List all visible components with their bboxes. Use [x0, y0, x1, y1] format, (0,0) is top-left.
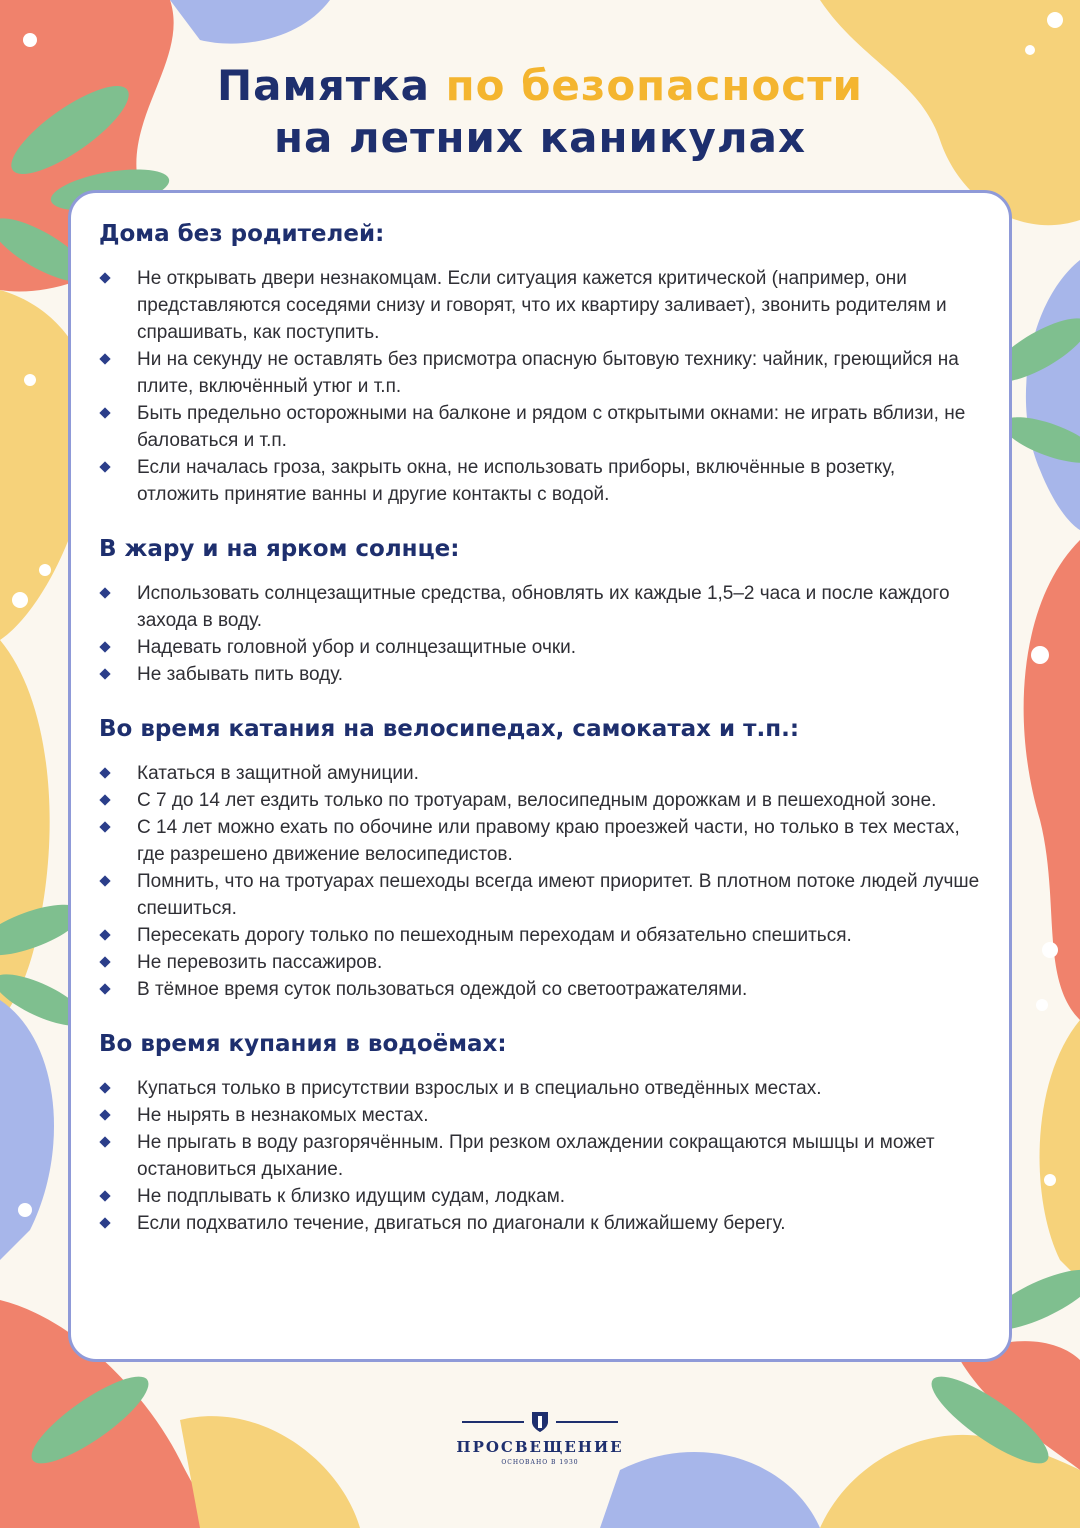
logo-tagline: ОСНОВАНО В 1930	[501, 1459, 579, 1466]
logo-name: ПРОСВЕЩЕНИЕ	[456, 1438, 624, 1456]
list-item	[99, 1075, 981, 1102]
content-card	[68, 190, 1012, 1362]
bullet-diamond-icon	[99, 1109, 110, 1120]
section	[99, 219, 981, 508]
list-item-text: Использовать солнцезащитные средства, обновлять их каждые 1,5–2 часа и после каждого захода в воду.	[137, 583, 950, 631]
list-item-text: Не открывать двери незнакомцам. Если ситуация кажется критической (например, они представляются соседями снизу и говорят, что их квартиру заливает), звонить родителям и спрашивать, как поступить.	[137, 268, 947, 343]
list-item	[99, 400, 981, 454]
list-item-text: Помнить, что на тротуарах пешеходы всегда имеют приоритет. В плотном потоке людей лучше спешиться.	[137, 871, 980, 919]
list-item	[99, 922, 981, 949]
logo-emblem-row	[0, 1410, 1080, 1434]
bullet-diamond-icon	[99, 641, 110, 652]
list-item-text: Пересекать дорогу только по пешеходным переходам и обязательно спешиться.	[137, 925, 852, 946]
section	[99, 534, 981, 688]
list-item	[99, 787, 981, 814]
bullet-list	[99, 580, 981, 688]
shield-icon	[530, 1410, 550, 1434]
bullet-diamond-icon	[99, 983, 110, 994]
list-item-text: Быть предельно осторожными на балконе и рядом с открытыми окнами: не играть вблизи, не баловаться и т.п.	[137, 403, 966, 451]
bullet-diamond-icon	[99, 794, 110, 805]
list-item	[99, 1129, 981, 1183]
title-accent: по безопасности	[445, 61, 863, 110]
list-item	[99, 814, 981, 868]
logo-rule-right	[556, 1421, 618, 1423]
list-item-text: Если началась гроза, закрыть окна, не использовать приборы, включённые в розетку, отложить принятие ванны и другие контакты с водой.	[137, 457, 896, 505]
bullet-list	[99, 1075, 981, 1237]
publisher-logo	[0, 1410, 1080, 1466]
list-item	[99, 949, 981, 976]
list-item-text: С 7 до 14 лет ездить только по тротуарам, велосипедным дорожкам и в пешеходной зоне.	[137, 790, 937, 811]
bullet-diamond-icon	[99, 587, 110, 598]
bullet-diamond-icon	[99, 1217, 110, 1228]
section-heading: В жару и на ярком солнце:	[99, 536, 460, 562]
title-line-2: на летних каникулах	[273, 113, 807, 162]
bullet-diamond-icon	[99, 1136, 110, 1147]
section-heading: Во время купания в водоёмах:	[99, 1031, 507, 1057]
list-item	[99, 1210, 981, 1237]
list-item-text: Если подхватило течение, двигаться по диагонали к ближайшему берегу.	[137, 1213, 786, 1234]
bullet-diamond-icon	[99, 929, 110, 940]
bullet-diamond-icon	[99, 407, 110, 418]
list-item-text: Ни на секунду не оставлять без присмотра опасную бытовую технику: чайник, греющийся на плите, включённый утюг и т.п.	[137, 349, 959, 397]
bullet-diamond-icon	[99, 272, 110, 283]
section-heading: Во время катания на велосипедах, самокатах и т.п.:	[99, 716, 800, 742]
list-item-text: Не подплывать к близко идущим судам, лодкам.	[137, 1186, 566, 1207]
list-item-text: Не нырять в незнакомых местах.	[137, 1105, 429, 1126]
bullet-diamond-icon	[99, 875, 110, 886]
list-item-text: Не забывать пить воду.	[137, 664, 344, 685]
bullet-list	[99, 760, 981, 1003]
list-item-text: Не прыгать в воду разгорячённым. При резком охлаждении сокращаются мышцы и может остановиться дыхание.	[137, 1132, 935, 1180]
bullet-diamond-icon	[99, 767, 110, 778]
bullet-diamond-icon	[99, 353, 110, 364]
list-item	[99, 1102, 981, 1129]
list-item-text: Не перевозить пассажиров.	[137, 952, 383, 973]
section-heading: Дома без родителей:	[99, 221, 385, 247]
title-part-1: Памятка	[217, 61, 446, 110]
list-item	[99, 346, 981, 400]
bullet-diamond-icon	[99, 1190, 110, 1201]
list-item-text: Кататься в защитной амуниции.	[137, 763, 419, 784]
list-item	[99, 661, 981, 688]
list-item-text: С 14 лет можно ехать по обочине или правому краю проезжей части, но только в тех местах, где разрешено движение велосипедистов.	[137, 817, 960, 865]
bullet-diamond-icon	[99, 1082, 110, 1093]
list-item	[99, 454, 981, 508]
page-title	[0, 60, 1080, 164]
bullet-diamond-icon	[99, 821, 110, 832]
list-item	[99, 265, 981, 346]
section	[99, 714, 981, 1003]
bullet-diamond-icon	[99, 461, 110, 472]
list-item	[99, 976, 981, 1003]
bullet-diamond-icon	[99, 956, 110, 967]
section	[99, 1029, 981, 1237]
list-item-text: Надевать головной убор и солнцезащитные очки.	[137, 637, 577, 658]
logo-rule-left	[462, 1421, 524, 1423]
list-item-text: Купаться только в присутствии взрослых и в специально отведённых местах.	[137, 1078, 822, 1099]
list-item	[99, 634, 981, 661]
list-item	[99, 580, 981, 634]
list-item	[99, 1183, 981, 1210]
bullet-diamond-icon	[99, 668, 110, 679]
list-item	[99, 760, 981, 787]
list-item	[99, 868, 981, 922]
title-line-1	[0, 60, 1080, 112]
bullet-list	[99, 265, 981, 508]
list-item-text: В тёмное время суток пользоваться одеждой со светоотражателями.	[137, 979, 748, 1000]
